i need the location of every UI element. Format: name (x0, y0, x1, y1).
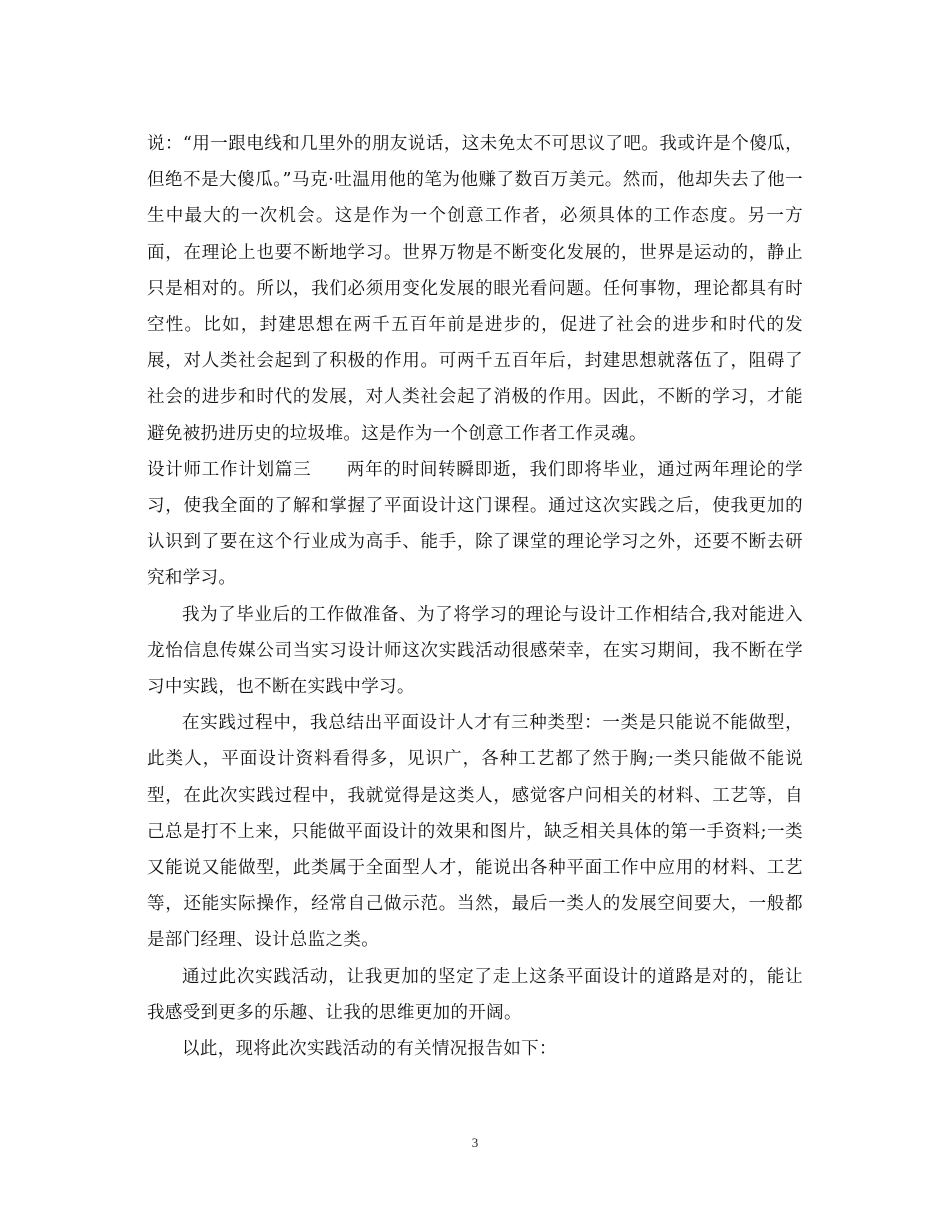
body-paragraph-conclusion: 通过此次实践活动，让我更加的坚定了走上这条平面设计的道路是对的，能让我感受到更多的乐趣、让我的思维更加的开阔。 (147, 966, 803, 1023)
page-number: 3 (471, 1135, 479, 1150)
section-heading: 设计师工作计划篇三 (147, 459, 312, 480)
section-paragraph (147, 452, 803, 597)
body-paragraph-internship: 我为了毕业后的工作做准备、为了将学习的理论与设计工作相结合,我对能进入龙怡信息传媒公司当实习设计师这次实践活动很感荣幸，在实习期间，我不断在学习中实践，也不断在实践中学习。 (147, 604, 803, 698)
section-lead-text: 两年的时间转瞬即逝，我们即将毕业，通过两年理论的学习，使我全面的了解和掌握了平面设计这门课程。通过这次实践之后，使我更加的认识到了要在这个行业成为高手、能手，除了课堂的理论学习之外，还要不断去研究和学习。 (147, 459, 804, 589)
body-paragraph-continued: 说：“用一跟电线和几里外的朋友说话，这未免太不可思议了吧。我或许是个傻瓜，但绝不是大傻瓜。”马克·吐温用他的笔为他赚了数百万美元。然而，他却失去了他一生中最大的一次机会。这是作为一个创意工作者，必须具体的工作态度。另一方面，在理论上也要不断地学习。世界万物是不断变化发展的，世界是运动的，静止只是相对的。所以，我们必须用变化发展的眼光看问题。任何事物，理论都具有时空性。比如，封建思想在两千五百年前是进步的，促进了社会的进步和时代的发展，对人类社会起到了积极的作用。可两千五百年后，封建思想就落伍了，阻碍了社会的进步和时代的发展，对人类社会起了消极的作用。因此，不断的学习，才能避免被扔进历史的垃圾堆。这是作为一个创意工作者工作灵魂。 (147, 134, 803, 444)
body-paragraph-talent-types: 在实践过程中，我总结出平面设计人才有三种类型：一类是只能说不能做型，此类人，平面设计资料看得多，见识广，各种工艺都了然于胸;一类只能做不能说型，在此次实践过程中，我就觉得是这类人，感觉客户问相关的材料、工艺等，自己总是打不上来，只能做平面设计的效果和图片，缺乏相关具体的第一手资料;一类又能说又能做型，此类属于全面型人才，能说出各种平面工作中应用的材料、工艺等，还能实际操作，经常自己做示范。当然，最后一类人的发展空间要大，一般都是部门经理、设计总监之类。 (147, 713, 803, 951)
document-body (147, 126, 803, 1067)
body-paragraph-report-intro: 以此，现将此次实践活动的有关情况报告如下： (182, 1039, 557, 1060)
